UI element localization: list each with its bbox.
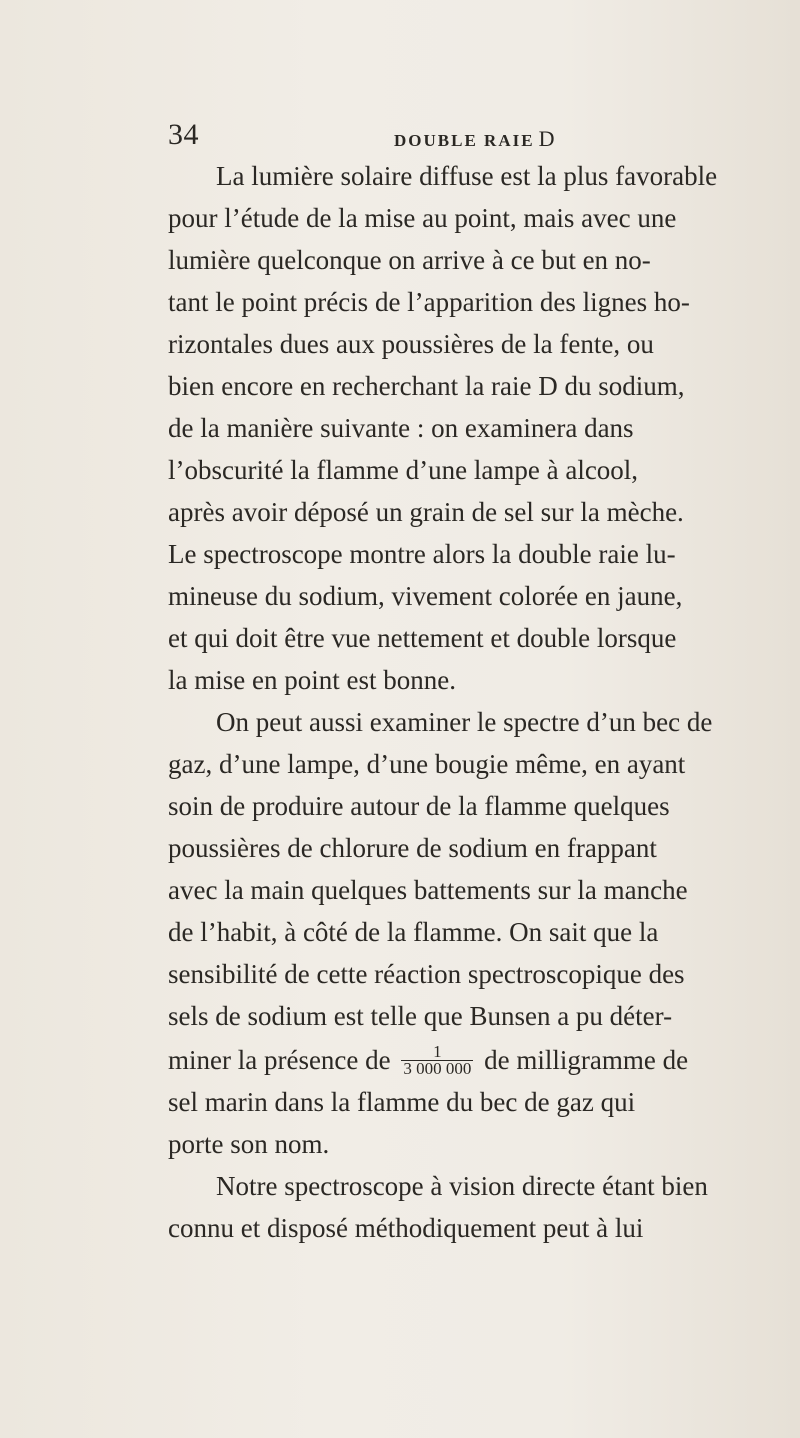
text-line: lumière quelconque on arrive à ce but en no- xyxy=(168,245,651,275)
text-line: de la manière suivante : on examinera dans xyxy=(168,413,634,443)
text-line: sel marin dans la flamme du bec de gaz qui xyxy=(168,1087,636,1117)
text-line: et qui doit être vue nettement et double lorsque xyxy=(168,623,677,653)
running-title xyxy=(394,126,554,152)
fraction-text-line xyxy=(168,1042,688,1079)
text-line: bien encore en recherchant la raie D du sodium, xyxy=(168,371,685,401)
text-line: sensibilité de cette réaction spectroscopique des xyxy=(168,959,685,989)
page-header xyxy=(168,118,788,158)
running-title-letter: D xyxy=(538,126,555,151)
fraction-numerator: 1 xyxy=(401,1044,473,1061)
text-line: gaz, d’une lampe, d’une bougie même, en ayant xyxy=(168,749,686,779)
fraction-line-before: miner la présence de xyxy=(168,1045,391,1075)
text-line: l’obscurité la flamme d’une lampe à alcool, xyxy=(168,455,639,485)
page-number: 34 xyxy=(168,118,199,151)
fraction-line-after: de milligramme de xyxy=(484,1045,689,1075)
text-line: On peut aussi examiner le spectre d’un bec de xyxy=(216,707,713,737)
text-line: poussières de chlorure de sodium en frappant xyxy=(168,833,657,863)
text-line: après avoir déposé un grain de sel sur la mèche. xyxy=(168,497,684,527)
text-line: la mise en point est bonne. xyxy=(168,665,456,695)
text-line: connu et disposé méthodiquement peut à lui xyxy=(168,1213,644,1243)
fraction xyxy=(401,1044,473,1077)
text-line: tant le point précis de l’apparition des lignes ho- xyxy=(168,287,690,317)
text-line: sels de sodium est telle que Bunsen a pu déter- xyxy=(168,1001,673,1031)
text-line: Notre spectroscope à vision directe étant bien xyxy=(216,1171,708,1201)
text-line: rizontales dues aux poussières de la fente, ou xyxy=(168,329,654,359)
text-line: soin de produire autour de la flamme quelques xyxy=(168,791,670,821)
text-line: avec la main quelques battements sur la manche xyxy=(168,875,688,905)
running-title-text: DOUBLE RAIE xyxy=(394,131,535,150)
text-line: pour l’étude de la mise au point, mais avec une xyxy=(168,203,677,233)
text-line: Le spectroscope montre alors la double raie lu- xyxy=(168,539,676,569)
fraction-denominator: 3 000 000 xyxy=(403,1059,472,1079)
text-line: La lumière solaire diffuse est la plus favorable xyxy=(216,161,718,191)
text-line: mineuse du sodium, vivement colorée en jaune, xyxy=(168,581,683,611)
text-line: de l’habit, à côté de la flamme. On sait que la xyxy=(168,917,659,947)
text-line: porte son nom. xyxy=(168,1129,330,1159)
